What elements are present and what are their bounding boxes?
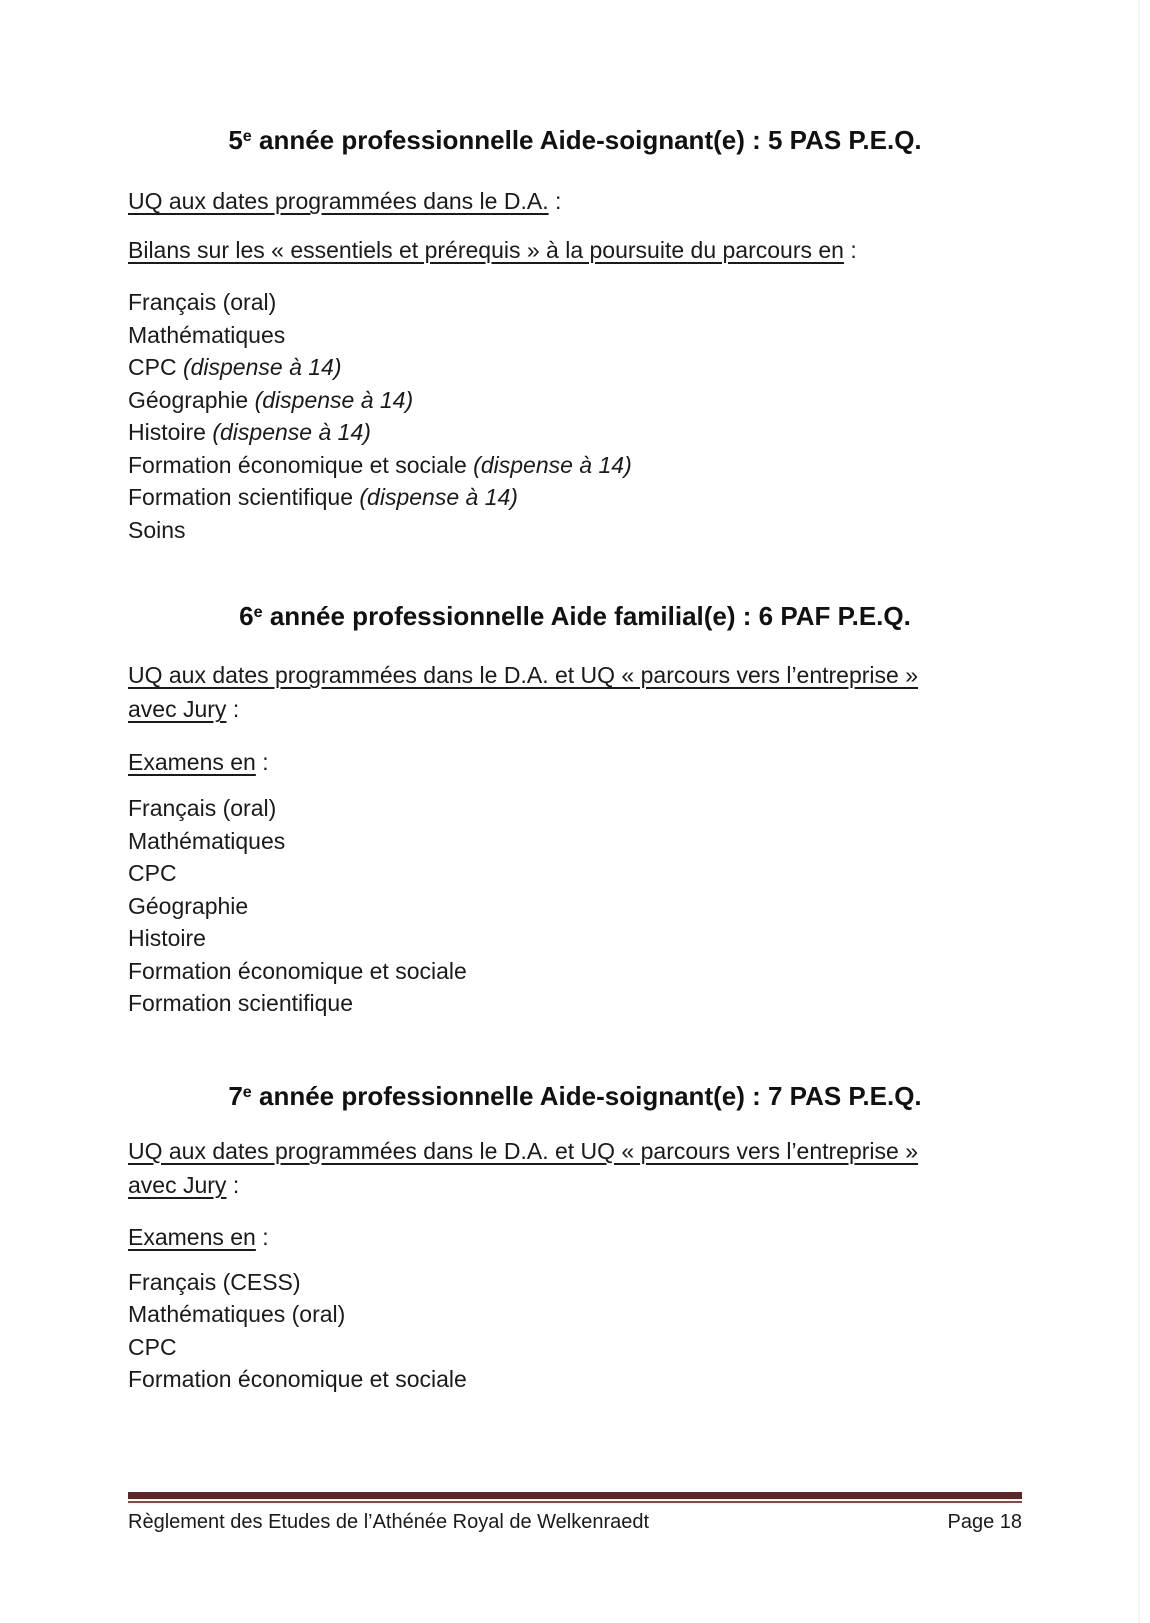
heading-suffix: : [548,188,562,215]
subject-item [128,825,1022,858]
subject-note: (dispense à 14) [353,484,518,511]
footer-document-title: Règlement des Etudes de l’Athénée Royal de Welkenraedt [128,1511,650,1533]
heading-line [128,1220,1022,1254]
heading-underlined-text: avec Jury [128,696,227,723]
title-superscript: e [242,127,252,145]
subject-name: Français (CESS) [128,1268,301,1295]
subject-item [128,1363,1022,1396]
footer-rule [128,1492,1022,1503]
subject-name: Mathématiques [128,321,286,348]
footer-rule-thin-bar [128,1501,1022,1503]
subject-name: Formation scientifique [128,484,353,511]
heading-uq-dates [128,184,1022,218]
heading-line [128,184,1022,218]
title-superscript: e [253,603,263,622]
title-text: année professionnelle Aide-soignant(e) : 5 PAS P.E.Q. [251,125,922,156]
subject-name: Formation économique et sociale [128,1366,467,1393]
subject-name: Géographie [128,386,249,413]
subject-item [128,1298,1022,1331]
heading-suffix: : [226,1171,240,1198]
heading-line [128,692,1022,726]
heading-suffix: : [843,237,857,264]
subject-item [128,514,1022,547]
subject-list-6e [128,792,1022,1020]
title-number: 6 [239,601,254,632]
subject-item [128,857,1022,890]
subject-item [128,286,1022,319]
title-number: 7 [228,1080,243,1111]
subject-name: Formation économique et sociale [128,451,467,478]
footer [128,1507,1022,1537]
subject-name: Mathématiques [128,827,286,854]
heading-underlined-text: UQ aux dates programmées dans le D.A. et UQ « parcours vers l’entreprise » [128,662,919,689]
subject-name: Formation économique et sociale [128,957,467,984]
heading-line [128,745,1022,779]
subject-item [128,1266,1022,1299]
subject-list-5e [128,286,1022,546]
title-text: année professionnelle Aide-soignant(e) : 7 PAS P.E.Q. [251,1080,922,1111]
subject-name: Géographie [128,892,249,919]
heading-line [128,658,1022,692]
subject-name: Soins [128,516,186,543]
subject-name: CPC [128,354,177,381]
section-title-6e [128,596,1022,632]
subject-name: CPC [128,860,177,887]
subject-item [128,384,1022,417]
subject-item [128,416,1022,449]
subject-item [128,351,1022,384]
subject-item [128,987,1022,1020]
subject-name: Histoire [128,925,206,952]
heading-suffix: : [255,749,269,776]
subject-item [128,481,1022,514]
subject-note: (dispense à 14) [466,451,632,478]
heading-line [128,1168,1022,1202]
subject-name: Formation scientifique [128,990,353,1017]
subject-name: Français (oral) [128,289,277,316]
heading-line [128,233,1022,267]
subject-name: Histoire [128,419,206,446]
heading-examens [128,745,1022,779]
page-edge-artifact [1138,0,1140,1623]
heading-underlined-text: Bilans sur les « essentiels et prérequis » à la poursuite du parcours en [128,237,844,264]
heading-suffix: : [255,1223,269,1250]
heading-underlined-text: Examens en [128,749,256,776]
title-text: année professionnelle Aide familial(e) : 6 PAF P.E.Q. [262,601,911,632]
subject-note: (dispense à 14) [248,386,414,413]
subject-item [128,955,1022,988]
heading-examens [128,1220,1022,1254]
subject-item [128,792,1022,825]
subject-name: CPC [128,1333,177,1360]
title-superscript: e [242,1082,252,1101]
section-title-5e [128,120,1022,156]
heading-underlined-text: avec Jury [128,1171,227,1198]
subject-note: (dispense à 14) [205,419,371,446]
heading-uq-dates-jury [128,1134,1022,1202]
subject-item [128,319,1022,352]
footer-rule-thick-bar [128,1492,1022,1499]
heading-uq-dates-jury [128,658,1022,726]
subject-note: (dispense à 14) [176,354,342,381]
subject-name: Mathématiques (oral) [128,1301,346,1328]
title-number: 5 [228,125,243,156]
heading-underlined-text: UQ aux dates programmées dans le D.A. [128,188,549,215]
subject-item [128,1331,1022,1364]
heading-suffix: : [226,696,240,723]
heading-underlined-text: Examens en [128,1223,256,1250]
section-title-7e [128,1076,1022,1112]
footer-page-number: Page 18 [947,1511,1022,1533]
subject-item [128,922,1022,955]
heading-bilans [128,233,1022,267]
subject-list-7e [128,1266,1022,1396]
heading-underlined-text: UQ aux dates programmées dans le D.A. et UQ « parcours vers l’entreprise » [128,1137,919,1164]
subject-name: Français (oral) [128,795,277,822]
subject-item [128,449,1022,482]
heading-line [128,1134,1022,1168]
subject-item [128,890,1022,923]
